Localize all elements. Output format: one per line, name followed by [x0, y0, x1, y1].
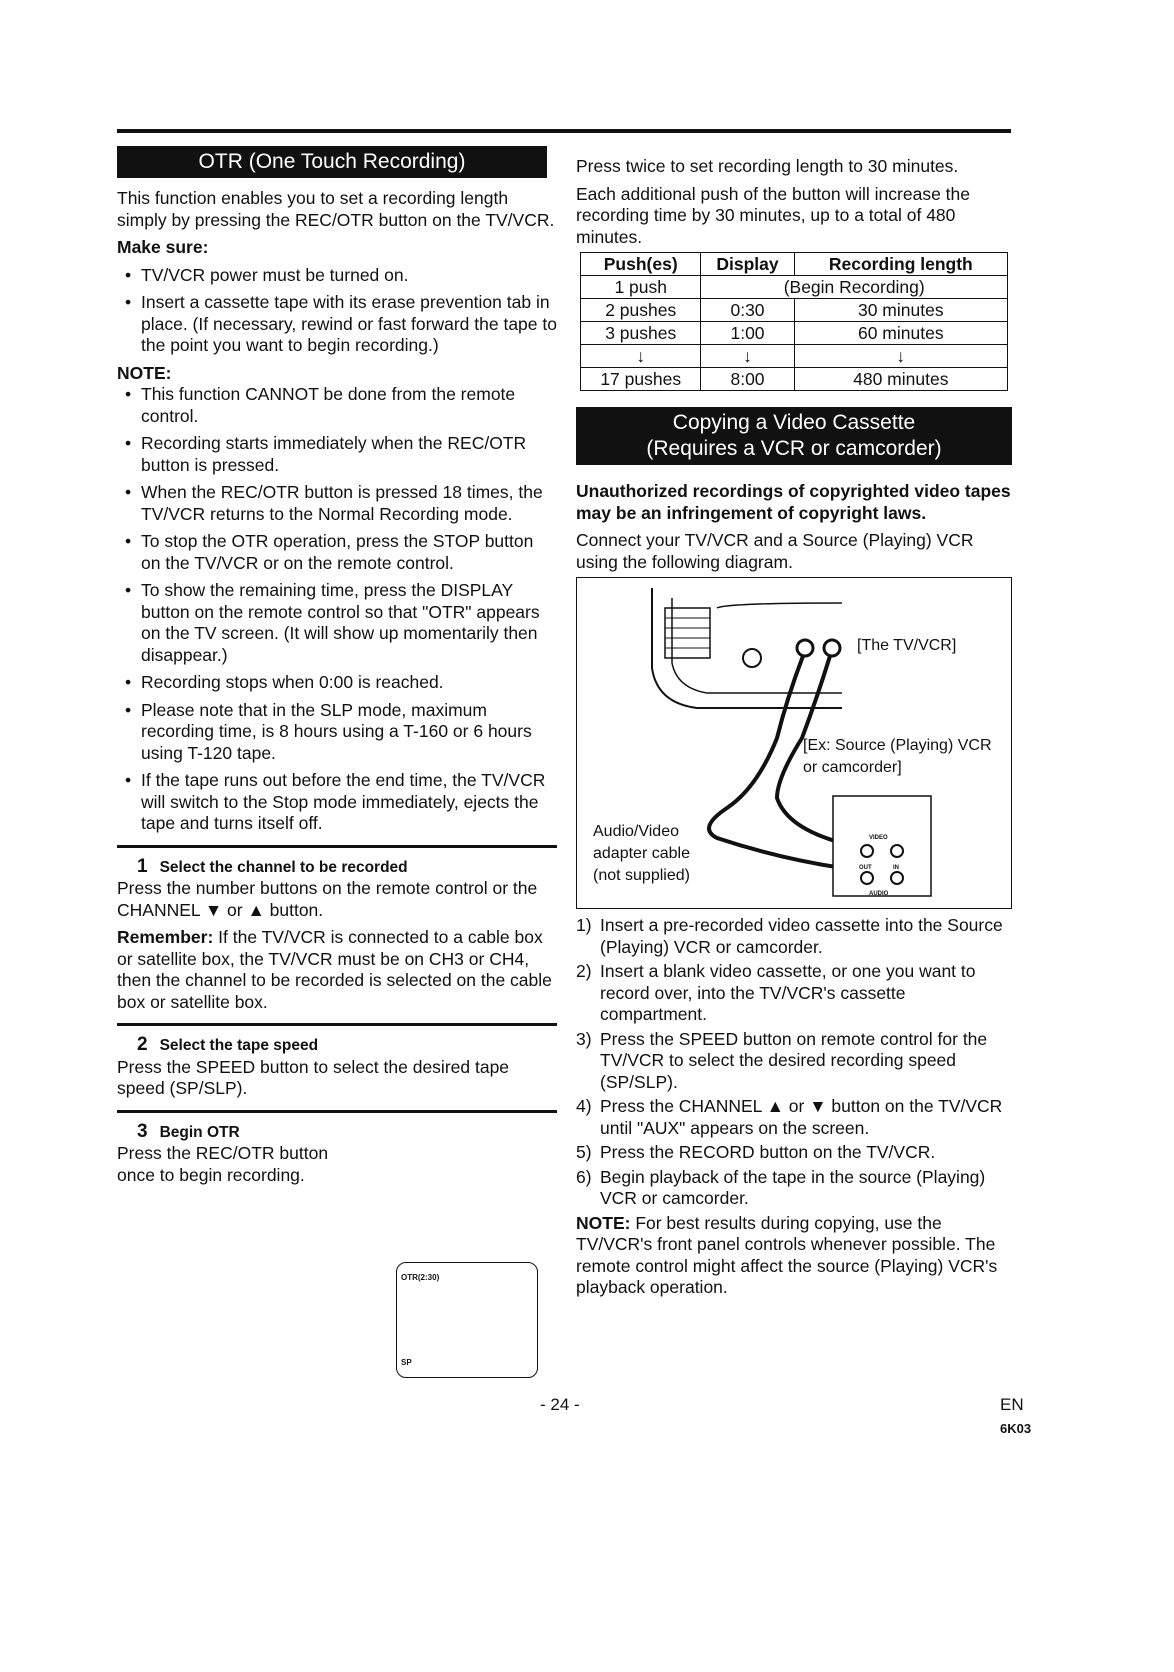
otr-p2: Each additional push of the button will increase the recording time by 30 minutes, up to a total of 480 minutes. — [576, 183, 971, 247]
step-title: Select the tape speed — [159, 1037, 319, 1054]
list-item: • When the REC/OTR button is pressed 18 times, the TV/VCR returns to the Normal Recording mode. — [117, 482, 557, 525]
step-number: 6) — [576, 1166, 592, 1187]
out-jack-label: OUT — [859, 865, 872, 871]
list-item: • To stop the OTR operation, press the STOP button on the TV/VCR or on the remote control. — [117, 531, 557, 574]
cell: 60 minutes — [794, 322, 1007, 345]
col-header: Display — [701, 253, 794, 276]
cell: (Begin Recording) — [701, 276, 1008, 299]
otr-intro: This function enables you to set a recording length simply by pressing the REC/OTR button on the TV/VCR. — [117, 188, 555, 230]
col-header: Recording length — [794, 253, 1007, 276]
note-label: NOTE: — [117, 362, 172, 383]
cable-label-1: Audio/Video — [593, 823, 679, 840]
divider — [117, 845, 557, 848]
copy-title-line2: (Requires a VCR or camcorder) — [646, 437, 942, 460]
list-item: • If the tape runs out before the end time, the TV/VCR will switch to the Stop mode immediately, ejects the tape and turns itself off. — [117, 770, 557, 835]
copy-intro: Connect your TV/VCR and a Source (Playing) VCR using the following diagram. — [576, 530, 974, 572]
tv-screen-illustration — [396, 1262, 538, 1378]
step-number: 1 — [137, 855, 148, 877]
copy-title-line1: Copying a Video Cassette — [672, 411, 916, 434]
copy-title — [576, 407, 1012, 465]
cell: 3 pushes — [581, 322, 701, 345]
step-title: Select the channel to be recorded — [159, 858, 408, 876]
otr-p1: Press twice to set recording length to 30 minutes. — [576, 156, 959, 176]
step-number: 5) — [576, 1142, 592, 1162]
list-item: • TV/VCR power must be turned on. — [117, 265, 557, 287]
step-text: Press the SPEED button on remote control for the TV/VCR to select the desired recording speed (SP/SLP). — [600, 1028, 988, 1092]
in-jack-label: IN — [893, 865, 899, 871]
copy-step — [576, 915, 1012, 958]
cable-label-3: (not supplied) — [593, 867, 690, 884]
otr-title: OTR (One Touch Recording) — [117, 146, 547, 178]
language-code: EN — [1000, 1395, 1024, 1414]
remember-label: Remember: — [117, 927, 214, 947]
note-label: NOTE: — [576, 1212, 631, 1233]
divider — [117, 1110, 557, 1113]
cell: ↓ — [701, 345, 794, 368]
list-item: • Recording starts immediately when the REC/OTR button is pressed. — [117, 433, 557, 476]
step-3-text: Press the REC/OTR button once to begin recording. — [117, 1143, 329, 1185]
copy-note — [576, 1213, 1012, 1299]
step-text: Insert a blank video cassette, or one you want to record over, into the TV/VCR's cassette compartment. — [600, 961, 976, 1024]
page-number: - 24 - — [540, 1395, 580, 1414]
step-1-heading — [117, 856, 557, 879]
step-number: 2) — [576, 961, 592, 981]
step-number: 4) — [576, 1096, 592, 1116]
copy-step — [576, 1029, 1012, 1094]
step-text: Press the CHANNEL ▲ or ▼ button on the TV/VCR until "AUX" appears on the screen. — [600, 1096, 1003, 1138]
otr-table — [580, 252, 1008, 391]
copyright-warning: Unauthorized recordings of copyrighted video tapes may be an infringement of copyright laws. — [576, 481, 1011, 523]
step-title: Begin OTR — [159, 1123, 240, 1141]
step-text: Press the RECORD button on the TV/VCR. — [600, 1142, 936, 1162]
step-number: 1) — [576, 915, 592, 935]
list-item: • To show the remaining time, press the DISPLAY button on the remote control so that "OTR" appears on the TV screen. (It will show up momentarily then disappear.) — [117, 580, 557, 666]
make-sure-list — [117, 265, 557, 357]
divider — [117, 1023, 557, 1026]
cell: 0:30 — [701, 299, 794, 322]
list-item: • This function CANNOT be done from the remote control. — [117, 384, 557, 427]
step-3-heading — [117, 1121, 557, 1144]
step-number: 3 — [137, 1120, 148, 1142]
source-label-1: [Ex: Source (Playing) VCR — [803, 737, 992, 754]
list-item: • Recording stops when 0:00 is reached. — [117, 672, 557, 694]
screen-speed-text: SP — [401, 1357, 412, 1367]
list-item: • Please note that in the SLP mode, maximum recording time, is 8 hours using a T-160 or 6 hours using T-120 tape. — [117, 700, 557, 765]
copy-step — [576, 1096, 1012, 1139]
note-text: For best results during copying, use the TV/VCR's front panel controls whenever possible. The remote control might affect the source (Playing) VCR's playback operation. — [576, 1212, 998, 1297]
source-label-2: or camcorder] — [803, 759, 902, 776]
cell: 2 pushes — [581, 299, 701, 322]
otr-section — [117, 146, 557, 1192]
screen-otr-text: OTR(2:30) — [401, 1273, 440, 1282]
remember-note — [117, 927, 557, 1013]
cell: 480 minutes — [794, 368, 1007, 391]
step-2-heading — [117, 1034, 557, 1057]
make-sure-label: Make sure: — [117, 237, 209, 257]
model-code: 6K03 — [1000, 1421, 1032, 1436]
top-rule — [117, 129, 1011, 133]
cell: 1 push — [581, 276, 701, 299]
cell: 30 minutes — [794, 299, 1007, 322]
cell: 1:00 — [701, 322, 794, 345]
cable-label-2: adapter cable — [593, 845, 690, 862]
copy-step — [576, 1142, 1012, 1164]
audio-jack-label: AUDIO — [869, 891, 889, 897]
remember-text: If the TV/VCR is connected to a cable box or satellite box, the TV/VCR must be on CH3 or CH4, then the channel to be recorded is selected on the cable box or satellite box. — [117, 927, 552, 1012]
step-number: 2 — [137, 1034, 148, 1055]
cell: ↓ — [581, 345, 701, 368]
copy-step — [576, 1167, 1012, 1210]
cell: 8:00 — [701, 368, 794, 391]
step-number: 3) — [576, 1028, 592, 1049]
step-text: Begin playback of the tape in the source (Playing) VCR or camcorder. — [600, 1166, 986, 1208]
cell: ↓ — [794, 345, 1007, 368]
copy-steps — [576, 915, 1012, 1210]
cell: 17 pushes — [581, 368, 701, 391]
col-header: Push(es) — [581, 253, 701, 276]
right-column — [576, 156, 1012, 1305]
connection-diagram — [576, 577, 1012, 909]
copy-step — [576, 961, 1012, 1026]
notes-list — [117, 384, 557, 835]
step-text: Insert a pre-recorded video cassette into the Source (Playing) VCR or camcorder. — [600, 915, 1003, 957]
list-item: • Insert a cassette tape with its erase prevention tab in place. (If necessary, rewind or fast forward the tape to the point you want to begin recording.) — [117, 292, 557, 357]
video-jack-label: VIDEO — [869, 835, 888, 841]
tv-vcr-label: [The TV/VCR] — [857, 637, 957, 654]
step-1-text: Press the number buttons on the remote control or the CHANNEL ▼ or ▲ button. — [117, 878, 538, 920]
step-2-text: Press the SPEED button to select the desired tape speed (SP/SLP). — [117, 1056, 510, 1098]
